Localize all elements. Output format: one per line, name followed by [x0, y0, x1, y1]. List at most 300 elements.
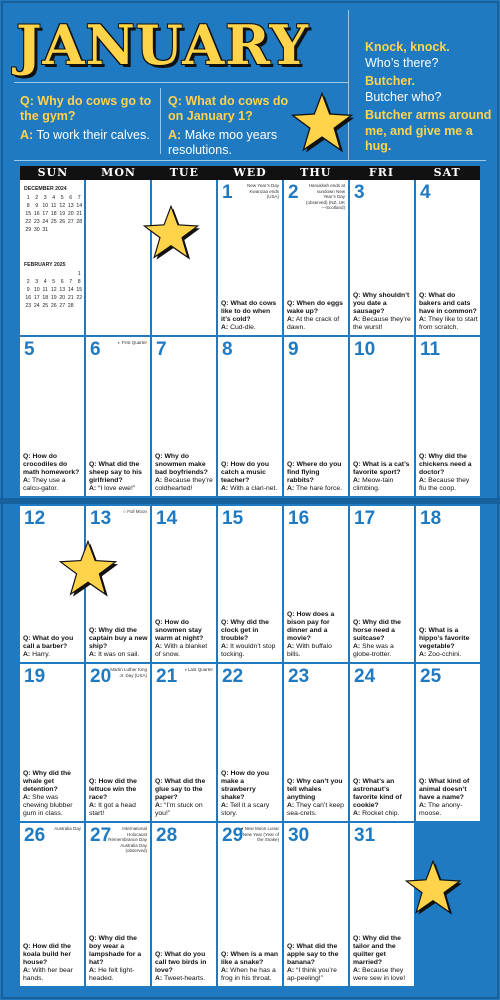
joke-answer: Make moo years resolutions. [168, 128, 278, 157]
mini-calendar-day: 4 [52, 195, 56, 201]
day-number: 22 [222, 666, 244, 687]
a-label: A: [353, 643, 361, 650]
mini-calendar-table [24, 270, 84, 310]
day-cell-5 [20, 337, 84, 496]
mini-calendar-day: 2 [35, 195, 39, 201]
a-label: A: [155, 643, 163, 650]
day-number: 11 [420, 339, 441, 360]
day-joke [287, 461, 346, 493]
q-label: Q: [353, 461, 361, 468]
day-number: 10 [354, 339, 376, 360]
mini-calendar-day: 8 [26, 203, 30, 209]
joke-question: What did the glue say to the paper? [155, 778, 206, 801]
mini-calendar-day: 17 [33, 295, 40, 301]
mini-calendar-day: 9 [26, 287, 30, 293]
q-label: Q: [89, 935, 97, 942]
a-label: A: [155, 975, 163, 982]
joke-answer: They use a calcu-gator. [23, 477, 66, 492]
day-note: Hanukkah ends at sundown New Year’s Day (observed) (NZ, UK—Scotland) [305, 183, 345, 210]
knock-knock-joke [365, 40, 495, 155]
day-joke [287, 611, 346, 659]
joke-question: Why did the chickens need a doctor? [419, 453, 472, 476]
mini-calendar-day: 26 [50, 303, 57, 309]
mini-calendar-title: FEBRUARY 2025 [24, 262, 66, 268]
a-label: A: [23, 967, 31, 974]
mini-calendar-day: 28 [76, 219, 83, 225]
day-number: 8 [222, 339, 233, 360]
joke-question: Why can’t you tell whales anything [287, 778, 343, 801]
mini-calendar-day: 5 [52, 279, 56, 285]
a-label: A: [221, 802, 229, 809]
day-cell-28 [152, 823, 216, 986]
mini-calendar-day: 24 [42, 219, 49, 225]
mini-calendar [24, 262, 84, 310]
mini-calendar-day: 3 [35, 279, 39, 285]
day-joke [353, 935, 412, 983]
mini-calendar [24, 186, 84, 234]
joke-question: Why did the whale get detention? [23, 770, 71, 793]
joke-answer: “I think you’re ap-peeling!” [287, 967, 337, 982]
day-number: 3 [354, 182, 365, 203]
mini-calendar-day: 19 [50, 295, 57, 301]
month-title: JANUARY [16, 13, 309, 77]
q-label: Q: [23, 943, 31, 950]
a-label: A: [353, 316, 361, 323]
mini-calendar-day: 13 [59, 287, 66, 293]
day-note: Australia Day [54, 826, 81, 831]
joke-answer: They like to start from scratch. [419, 316, 478, 331]
day-note: ◐ First Quarter [117, 340, 147, 345]
a-label: A: [287, 802, 295, 809]
joke-answer: Zoo-cchini. [428, 651, 462, 658]
mini-calendar-day: 5 [60, 195, 64, 201]
star-icon [142, 205, 200, 261]
day-note: International Holocaust Remembrance Day Australia Day (observed) [108, 826, 147, 853]
mini-calendar-day [75, 226, 84, 234]
a-label: A: [287, 643, 295, 650]
joke-answer: Because they’re coldhearted! [155, 477, 213, 492]
joke-question: Why did the captain buy a new ship? [89, 627, 148, 650]
knock-line: Knock, knock. [365, 40, 450, 54]
joke-answer: “I love ewe!” [98, 485, 136, 492]
day-joke [23, 453, 82, 493]
mini-calendar-day: 10 [33, 287, 40, 293]
q-label: Q: [419, 453, 427, 460]
q-label: Q: [287, 300, 295, 307]
a-label: A: [353, 477, 361, 484]
day-cell-10 [350, 337, 414, 496]
a-label: A: [419, 477, 427, 484]
day-number: 1 [222, 182, 233, 203]
star-icon [290, 92, 354, 154]
q-label: Q: [23, 770, 31, 777]
q-label: Q: [287, 778, 295, 785]
knock-line: Butcher. [365, 74, 416, 88]
joke-divider [160, 88, 161, 154]
mini-calendar-day: 27 [59, 303, 66, 309]
a-label: A: [221, 967, 229, 974]
joke-question: Why did the horse need a suitcase? [353, 619, 401, 642]
q-label: Q: [353, 935, 361, 942]
joke-answer: She was a globe-trotter. [353, 643, 394, 658]
weekday-label: SAT [433, 166, 461, 179]
joke-answer: When he has a frog in his throat. [221, 967, 276, 982]
weekday-label: THU [300, 166, 332, 179]
mini-calendar-day: 14 [67, 287, 74, 293]
a-label: A: [221, 324, 229, 331]
day-joke [221, 770, 280, 818]
joke-question: Where do you find flying rabbits? [287, 461, 342, 484]
joke-question: Why did the clock get in trouble? [221, 619, 269, 642]
day-cell-23 [284, 664, 348, 821]
a-label: A: [155, 802, 163, 809]
joke-question: What do bakers and cats have in common? [419, 292, 477, 315]
day-joke [23, 770, 82, 818]
a-label: A: [89, 802, 97, 809]
mini-calendar-day: 8 [77, 279, 81, 285]
a-label: A: [155, 477, 163, 484]
mini-calendar-day: 29 [25, 227, 32, 233]
mini-calendar-day: 25 [50, 219, 57, 225]
mini-calendar-day: 15 [25, 211, 32, 217]
day-number: 26 [24, 825, 46, 846]
day-note: ◑ Last Quarter [184, 667, 213, 672]
mini-calendar-day [67, 270, 76, 278]
joke-question: How does a bison pay for dinner and a movie? [287, 611, 335, 642]
a-label: A: [419, 316, 427, 323]
joke-question: What’s an astronaut’s favorite kind of cookie? [353, 778, 402, 809]
day-cell-8 [218, 337, 282, 496]
a-label: A: [287, 967, 295, 974]
calendar-grid-top [20, 180, 480, 496]
day-number: 2 [288, 182, 299, 203]
joke-question: Why shouldn’t you date a sausage? [353, 292, 410, 315]
joke-question: Why did the tailor and the quilter get married? [353, 935, 401, 966]
a-label: A: [419, 651, 427, 658]
mini-calendar-day: 14 [76, 203, 83, 209]
mini-calendar-day [58, 226, 67, 234]
q-label: Q: [353, 619, 361, 626]
day-number: 25 [420, 666, 442, 687]
mini-calendar-day: 10 [42, 203, 49, 209]
day-number: 29 [222, 825, 244, 846]
day-joke [221, 951, 280, 983]
day-cell-4 [416, 180, 480, 335]
day-cell-18 [416, 506, 480, 662]
day-joke [419, 453, 478, 493]
q-label: Q: [419, 778, 427, 785]
day-number: 24 [354, 666, 376, 687]
header-rule [14, 82, 348, 83]
day-cell-25 [416, 664, 480, 821]
header-joke-2 [168, 94, 296, 158]
q-label: Q: [221, 951, 229, 958]
q-label: Q: [155, 951, 163, 958]
empty-day-cell [86, 180, 150, 335]
mini-calendar-day: 16 [25, 295, 32, 301]
day-cell-1 [218, 180, 282, 335]
a-label: A: [168, 128, 182, 142]
a-label: A: [353, 967, 361, 974]
joke-answer: “I’m stuck on you!” [155, 802, 203, 817]
joke-question: How did the lettuce win the race? [89, 778, 137, 801]
day-number: 13 [90, 508, 112, 529]
mini-calendar-day: 18 [50, 211, 57, 217]
day-number: 14 [156, 508, 178, 529]
q-label: Q: [287, 943, 295, 950]
mini-calendar-day [58, 270, 67, 278]
mini-calendar-day: 2 [26, 279, 30, 285]
mini-calendar-day: 12 [59, 203, 66, 209]
joke-answer: Tell it a scary story. [221, 802, 270, 817]
day-number: 15 [222, 508, 244, 529]
day-joke [353, 292, 412, 332]
day-joke [221, 461, 280, 493]
mini-calendar-day: 6 [69, 195, 73, 201]
mini-calendar-day: 1 [77, 271, 81, 277]
mini-calendar-day: 25 [42, 303, 49, 309]
joke-answer: The anony-moose. [419, 802, 463, 817]
a-label: A: [20, 128, 34, 142]
day-joke [221, 300, 280, 332]
joke-question: When do eggs wake up? [287, 300, 343, 315]
day-number: 23 [288, 666, 310, 687]
mini-calendar-day [41, 270, 50, 278]
day-joke [419, 627, 478, 659]
q-label: Q: [20, 94, 34, 108]
day-cell-3 [350, 180, 414, 335]
q-label: Q: [155, 778, 163, 785]
day-cell-26 [20, 823, 84, 986]
mini-calendar-day: 30 [33, 227, 40, 233]
joke-question: Why did the boy wear a lampshade for a hat? [89, 935, 142, 966]
mini-calendar-day: 20 [59, 295, 66, 301]
joke-question: How do you catch a music teacher? [221, 461, 269, 484]
day-number: 7 [156, 339, 167, 360]
weekday-label: TUE [169, 166, 199, 179]
day-note: ● New Moon Lunar New Year (Year of the Snake) [240, 826, 279, 842]
day-number: 19 [24, 666, 46, 687]
joke-answer: Rocket chip. [362, 810, 400, 817]
q-label: Q: [221, 461, 229, 468]
q-label: Q: [353, 778, 361, 785]
q-label: Q: [419, 627, 427, 634]
a-label: A: [89, 651, 97, 658]
joke-answer: With her bear hands. [23, 967, 73, 982]
fold-divider [0, 498, 500, 504]
mini-calendar-day: 7 [69, 279, 73, 285]
day-number: 12 [24, 508, 46, 529]
mini-calendar-day: 15 [76, 287, 83, 293]
day-cell-11 [416, 337, 480, 496]
q-label: Q: [23, 453, 31, 460]
mini-calendar-day: 28 [67, 303, 74, 309]
joke-question: What did the apple say to the banana? [287, 943, 339, 966]
q-label: Q: [89, 461, 97, 468]
day-joke [287, 943, 346, 983]
day-number: 21 [156, 666, 178, 687]
day-joke [89, 461, 148, 493]
joke-question: What do cows do on January 1? [168, 94, 289, 123]
day-cell-19 [20, 664, 84, 821]
joke-answer: Meow-tain climbing. [353, 477, 394, 492]
day-joke [287, 300, 346, 332]
mini-calendar-day: 3 [43, 195, 47, 201]
mini-calendar-day: 27 [67, 219, 74, 225]
header-rule [14, 160, 486, 161]
a-label: A: [23, 651, 31, 658]
day-joke [287, 778, 346, 818]
mini-calendar-day: 4 [43, 279, 47, 285]
q-label: Q: [221, 770, 229, 777]
day-cell-24 [350, 664, 414, 821]
mini-calendar-day [24, 270, 33, 278]
day-joke [419, 778, 478, 818]
a-label: A: [287, 485, 295, 492]
knock-line: Butcher who? [365, 89, 442, 104]
q-label: Q: [155, 619, 163, 626]
day-number: 20 [90, 666, 112, 687]
joke-answer: Because they were sew in love! [353, 967, 406, 982]
day-number: 16 [288, 508, 310, 529]
mini-calendar-day: 26 [59, 219, 66, 225]
day-joke [89, 935, 148, 983]
q-label: Q: [168, 94, 182, 108]
q-label: Q: [353, 292, 361, 299]
day-number: 27 [90, 825, 112, 846]
joke-answer: Because they’re the wurst! [353, 316, 411, 331]
joke-question: How did the koala build her house? [23, 943, 71, 966]
joke-answer: With a clari-net. [230, 485, 278, 492]
day-number: 18 [420, 508, 442, 529]
day-cell-20 [86, 664, 150, 821]
joke-answer: Harry. [32, 651, 51, 658]
knock-line: Butcher arms around me, and give me a hug. [365, 108, 492, 153]
mini-calendar-cell [20, 180, 84, 335]
joke-answer: To work their calves. [36, 128, 150, 142]
joke-answer: At the crack of dawn. [287, 316, 340, 331]
day-joke [419, 292, 478, 332]
star-icon [58, 540, 118, 598]
q-label: Q: [23, 635, 31, 642]
q-label: Q: [221, 300, 229, 307]
mini-calendar-day [33, 270, 42, 278]
q-label: Q: [221, 619, 229, 626]
day-cell-22 [218, 664, 282, 821]
a-label: A: [287, 316, 295, 323]
q-label: Q: [89, 627, 97, 634]
a-label: A: [221, 643, 229, 650]
day-number: 6 [90, 339, 101, 360]
joke-question: How do crocodiles do math homework? [23, 453, 80, 476]
joke-answer: With a blanket of snow. [155, 643, 208, 658]
mini-calendar-day: 9 [35, 203, 39, 209]
mini-calendar-table [24, 194, 84, 234]
q-label: Q: [287, 611, 295, 618]
day-number: 17 [354, 508, 376, 529]
mini-calendar-day: 20 [67, 211, 74, 217]
day-number: 31 [354, 825, 376, 846]
joke-answer: She was chewing blubber gum in class. [23, 794, 73, 817]
joke-answer: It wouldn’t stop tocking. [221, 643, 276, 658]
day-cell-30 [284, 823, 348, 986]
day-joke [155, 619, 214, 659]
joke-question: What is a hippo’s favorite vegetable? [419, 627, 470, 650]
weekday-header [20, 166, 480, 180]
joke-answer: Because they flu the coop. [419, 477, 470, 492]
joke-question: Why do snowmen make bad boyfriends? [155, 453, 208, 476]
joke-question: What do cows like to do when it’s cold? [221, 300, 277, 323]
q-label: Q: [287, 461, 295, 468]
mini-calendar-day [50, 226, 59, 234]
joke-question: What did the sheep say to his girlfriend? [89, 461, 142, 484]
knock-line: Who’s there? [365, 55, 439, 70]
joke-question: How do you make a strawberry shake? [221, 770, 269, 801]
day-cell-7 [152, 337, 216, 496]
a-label: A: [221, 485, 229, 492]
mini-calendar-day: 19 [59, 211, 66, 217]
mini-calendar-day [67, 226, 76, 234]
joke-answer: The hare force. [295, 485, 343, 492]
mini-calendar-day: 22 [76, 295, 83, 301]
day-cell-27 [86, 823, 150, 986]
header-joke-1 [20, 94, 156, 143]
day-note: Martin Luther King Jr. Day (USA) [110, 667, 147, 678]
mini-calendar-day: 21 [76, 211, 83, 217]
mini-calendar-day: 17 [42, 211, 49, 217]
day-cell-21 [152, 664, 216, 821]
day-number: 30 [288, 825, 310, 846]
q-label: Q: [419, 292, 427, 299]
day-note: New Year’s Day Kwanzaa ends (USA) [247, 183, 279, 199]
mini-calendar-day: 11 [51, 203, 57, 209]
mini-calendar-day: 23 [33, 219, 40, 225]
day-cell-29 [218, 823, 282, 986]
day-cell-14 [152, 506, 216, 662]
weekday-label: FRI [368, 166, 394, 179]
joke-question: Why do cows go to the gym? [20, 94, 152, 123]
day-joke [221, 619, 280, 659]
day-number: 5 [24, 339, 35, 360]
day-joke [155, 453, 214, 493]
day-cell-2 [284, 180, 348, 335]
joke-answer: It got a head start! [89, 802, 136, 817]
joke-question: What do you call two birds in love? [155, 951, 207, 974]
day-note: ○ Full Moon [123, 509, 147, 514]
weekday-label: MON [101, 166, 136, 179]
joke-question: What is a cat’s favorite sport? [353, 461, 410, 476]
a-label: A: [89, 485, 97, 492]
mini-calendar-day: 1 [26, 195, 30, 201]
day-cell-17 [350, 506, 414, 662]
joke-answer: Cud-dle. [230, 324, 256, 331]
joke-answer: With buffalo bills. [287, 643, 332, 658]
joke-answer: They can’t keep sea-crets. [287, 802, 344, 817]
q-label: Q: [155, 453, 163, 460]
q-label: Q: [89, 778, 97, 785]
mini-calendar-day [50, 270, 59, 278]
mini-calendar-day: 21 [67, 295, 74, 301]
mini-calendar-day: 22 [25, 219, 32, 225]
mini-calendar-day: 31 [42, 227, 49, 233]
joke-question: When is a man like a snake? [221, 951, 279, 966]
a-label: A: [23, 477, 31, 484]
day-joke [23, 635, 82, 659]
day-number: 4 [420, 182, 431, 203]
weekday-label: SUN [37, 166, 69, 179]
mini-calendar-day: 23 [25, 303, 32, 309]
mini-calendar-day: 12 [50, 287, 57, 293]
